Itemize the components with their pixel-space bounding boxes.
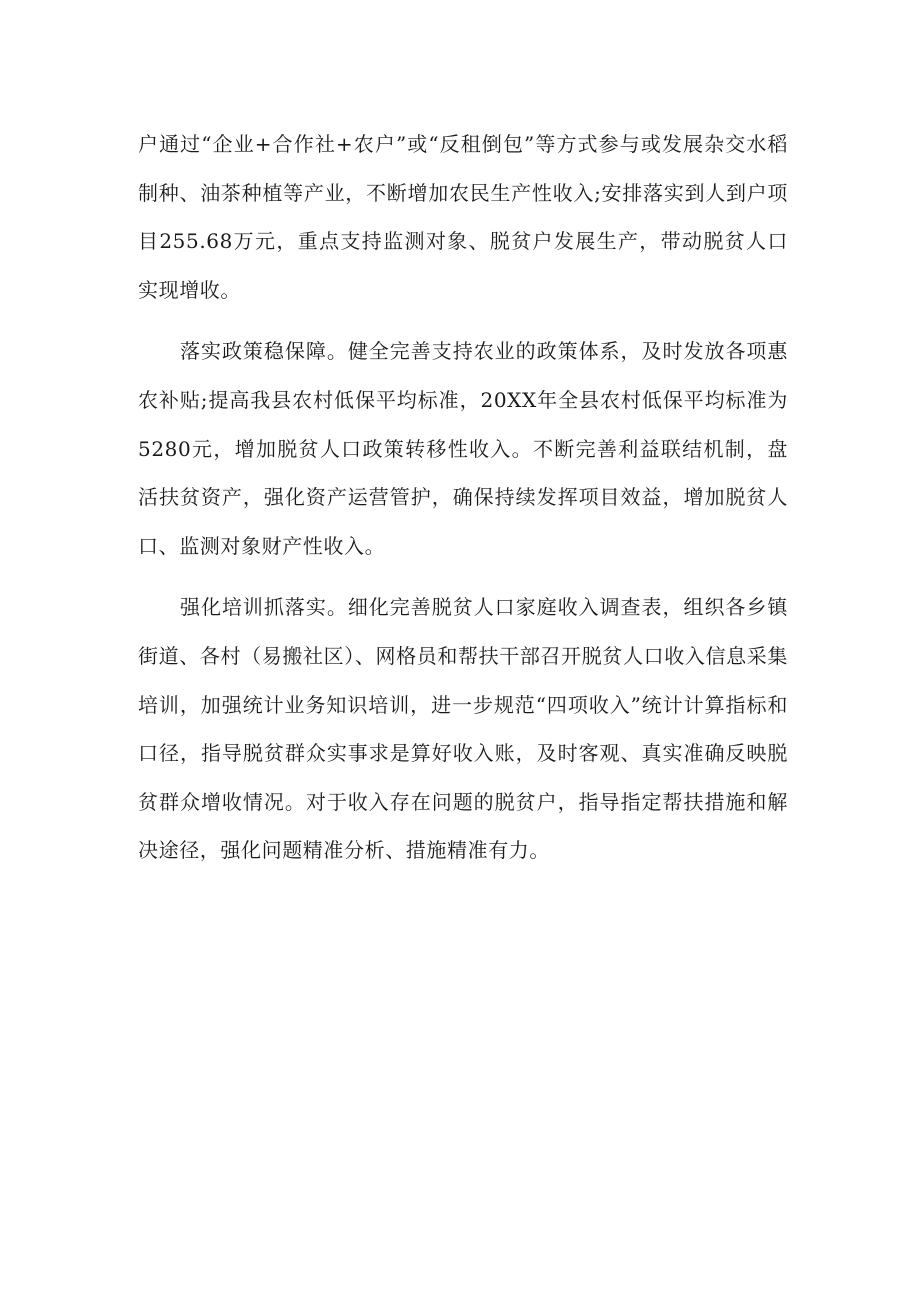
paragraph-policy-guarantee: 落实政策稳保障。健全完善支持农业的政策体系，及时发放各项惠农补贴;提高我县农村低保平均标准，20XX年全县农村低保平均标准为5280元，增加脱贫人口政策转移性收入。不断完善利益联结机制，盘活扶贫资产，强化资产运营管护，确保持续发挥项目效益，增加脱贫人口、监测对象财产性收入。: [138, 339, 788, 558]
paragraph-continued: 户通过“企业+合作社+农户”或“反租倒包”等方式参与或发展杂交水稻制种、油茶种植等产业，不断增加农民生产性收入;安排落实到人到户项目255.68万元，重点支持监测对象、脱贫户发展生产，带动脱贫人口实现增收。: [138, 132, 788, 302]
document-body: [138, 120, 788, 888]
paragraph-training-implementation: 强化培训抓落实。细化完善脱贫人口家庭收入调查表，组织各乡镇街道、各村（易搬社区）、网格员和帮扶干部召开脱贫人口收入信息采集培训，加强统计业务知识培训，进一步规范“四项收入”统计计算指标和口径，指导脱贫群众实事求是算好收入账，及时客观、真实准确反映脱贫群众增收情况。对于收入存在问题的脱贫户，指导指定帮扶措施和解决途径，强化问题精准分析、措施精准有力。: [138, 595, 788, 863]
